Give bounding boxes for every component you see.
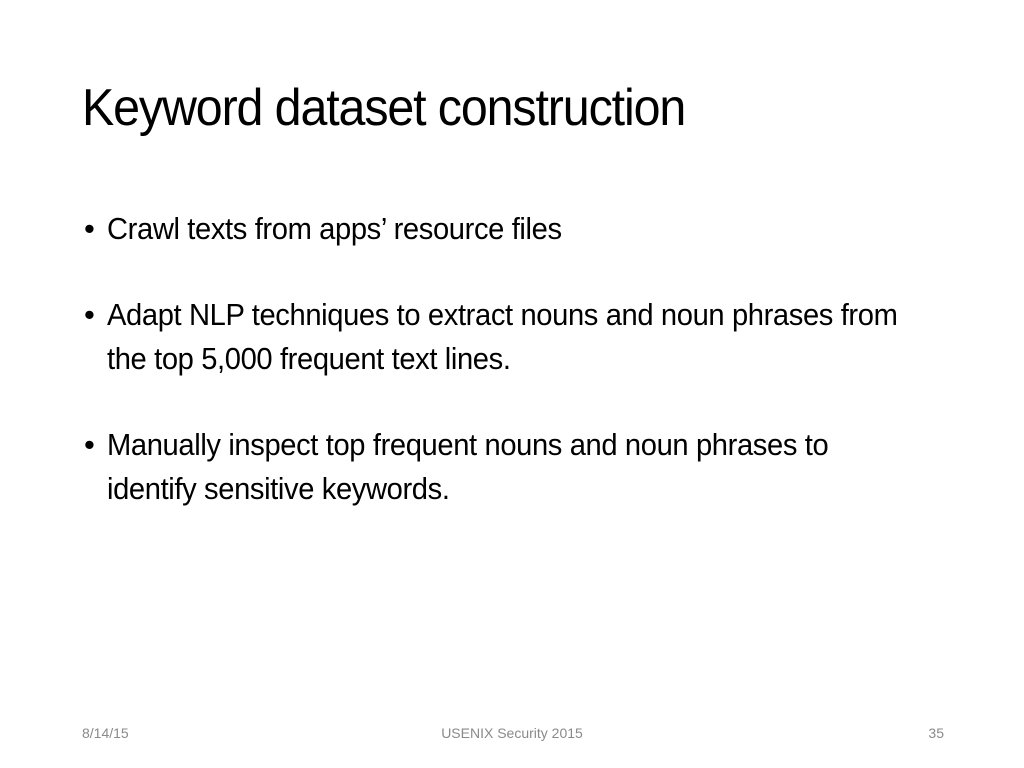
bullet-text: Crawl texts from apps’ resource files bbox=[107, 211, 562, 246]
footer-page-number: 35 bbox=[928, 725, 944, 741]
bullet-marker-icon: • bbox=[84, 427, 95, 462]
bullet-item bbox=[84, 207, 904, 251]
bullet-marker-icon: • bbox=[84, 297, 95, 332]
bullet-item bbox=[84, 293, 904, 381]
slide-title: Keyword dataset construction bbox=[82, 79, 686, 137]
bullet-list bbox=[84, 207, 904, 553]
footer-date: 8/14/15 bbox=[82, 725, 129, 741]
bullet-text: Adapt NLP techniques to extract nouns and noun phrases from the top 5,000 frequent text lines. bbox=[107, 297, 898, 376]
bullet-item bbox=[84, 423, 904, 511]
bullet-marker-icon: • bbox=[84, 211, 95, 246]
footer-conference: USENIX Security 2015 bbox=[441, 725, 583, 741]
bullet-text: Manually inspect top frequent nouns and noun phrases to identify sensitive keywords. bbox=[107, 427, 829, 506]
